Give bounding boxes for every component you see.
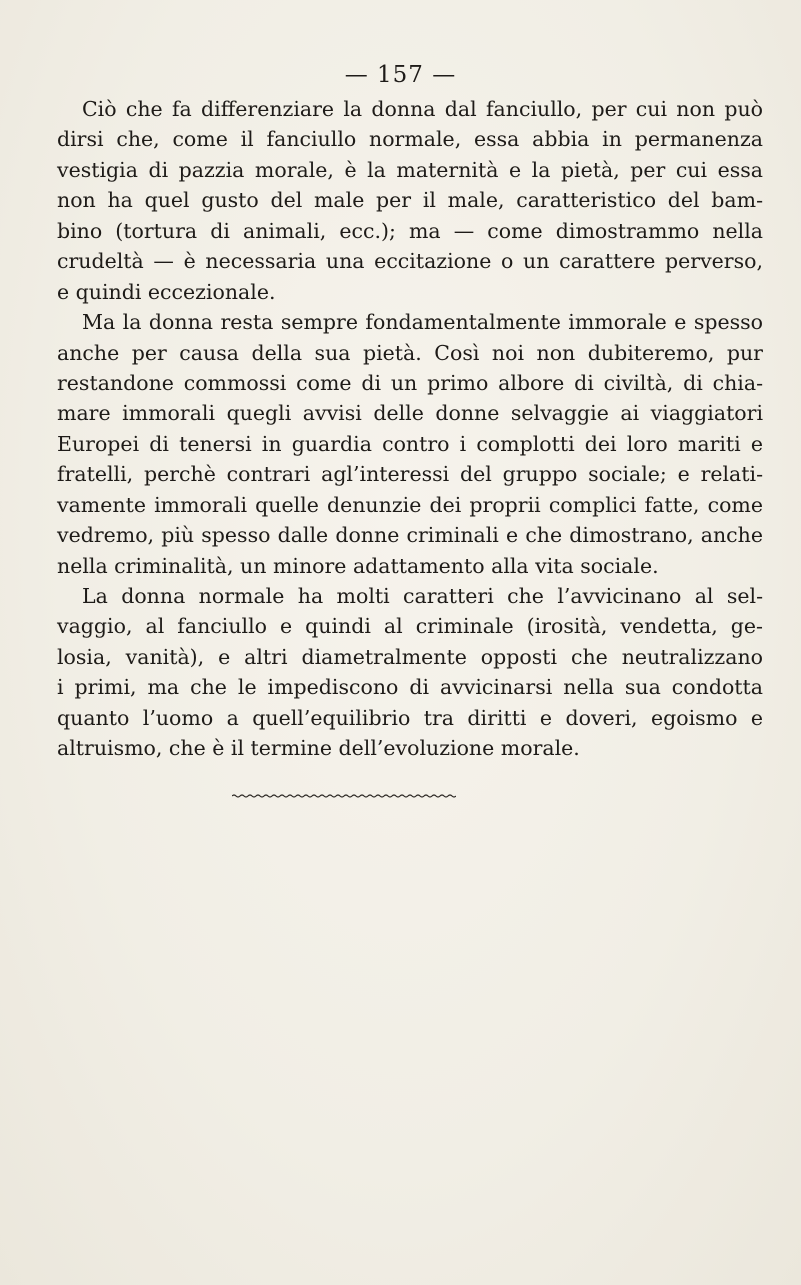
text-line: crudeltà — è necessaria una eccitazione o un carattere perverso, (57, 249, 763, 274)
text-line: mare immorali quegli avvisi delle donne selvaggie ai viaggiatori (57, 401, 763, 426)
text-line: e quindi eccezionale. (57, 279, 276, 304)
text-line: non ha quel gusto del male per il male, caratteristico del bam- (57, 188, 763, 213)
text-line: nella criminalità, un minore adattamento alla vita sociale. (57, 553, 659, 578)
text-line: Europei di tenersi in guardia contro i complotti dei loro mariti e (57, 431, 763, 456)
wavy-rule (232, 794, 456, 798)
text-line: vestigia di pazzia morale, è la maternità e la pietà, per cui essa (57, 157, 763, 182)
text-line: bino (tortura di animali, ecc.); ma — come dimostrammo nella (57, 218, 763, 243)
text-line: losia, vanità), e altri diametralmente opposti che neutralizzano (57, 644, 763, 669)
text-line: restandone commossi come di un primo albore di civiltà, di chia- (57, 370, 763, 395)
text-line: fratelli, perchè contrari agl’interessi del gruppo sociale; e relati- (57, 462, 763, 487)
text-line: vaggio, al fanciullo e quindi al criminale (irosità, vendetta, ge- (57, 614, 763, 639)
text-line: dirsi che, come il fanciullo normale, essa abbia in permanenza (57, 127, 763, 152)
body-text (57, 94, 763, 764)
text-line: vedremo, più spesso dalle donne criminali e che dimostrano, anche (57, 523, 763, 548)
text-line: La donna normale ha molti caratteri che l’avvicinano al sel- (82, 584, 763, 608)
text-line: vamente immorali quelle denunzie dei proprii complici fatte, come (57, 492, 763, 517)
text-line: quanto l’uomo a quell’equilibrio tra diritti e doveri, egoismo e (57, 705, 763, 730)
text-line: Ma la donna resta sempre fondamentalmente immorale e spesso (82, 310, 763, 335)
page-number: — 157 — (344, 62, 457, 88)
text-line: anche per causa della sua pietà. Così noi non dubiteremo, pur (57, 340, 763, 365)
text-line: altruismo, che è il termine dell’evoluzione morale. (57, 736, 580, 761)
text-line: Ciò che fa differenziare la donna dal fanciullo, per cui non può (82, 97, 763, 121)
text-line: i primi, ma che le impediscono di avvicinarsi nella sua condotta (57, 675, 763, 700)
